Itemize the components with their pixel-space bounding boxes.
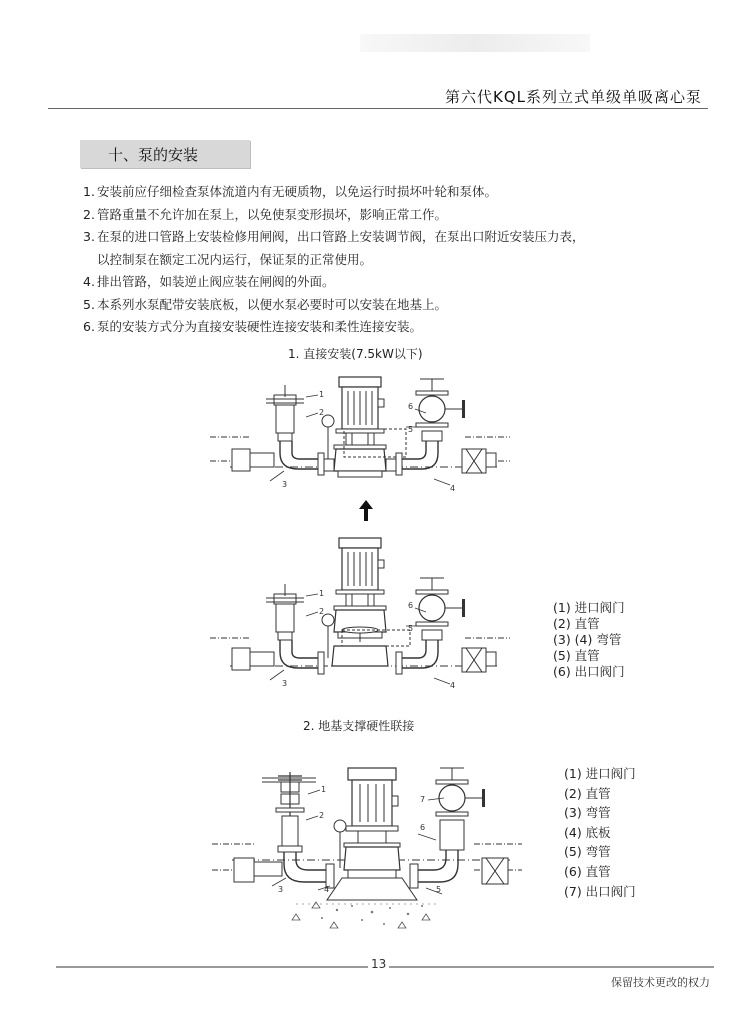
svg-text:3: 3: [282, 480, 288, 489]
instruction-continuation: 以控制泵在额定工况内运行，保证泵的正常使用。: [97, 251, 373, 267]
svg-text:3: 3: [282, 679, 288, 688]
instruction-item: 1. 安装前应仔细检查泵体流道内有无硬质物，以免运行时损坏叶轮和泵体。: [83, 184, 498, 199]
figure2-legend: [564, 764, 636, 901]
legend-item: (2) 直管: [564, 785, 611, 801]
svg-text:7: 7: [420, 795, 426, 804]
legend-item: (7) 出口阀门: [564, 883, 636, 899]
legend-item: (1) 进口阀门: [564, 766, 636, 781]
svg-text:4: 4: [450, 681, 456, 690]
svg-text:5: 5: [436, 885, 442, 894]
svg-text:5: 5: [408, 624, 414, 633]
page-header-title: 第六代KQL系列立式单级单吸离心泵: [444, 88, 702, 106]
svg-text:1: 1: [321, 785, 327, 794]
svg-text:4: 4: [450, 484, 456, 493]
section-title: 十、泵的安装: [108, 146, 199, 164]
svg-text:6: 6: [408, 402, 414, 411]
legend-item: (5) 弯管: [564, 844, 611, 860]
figure2-diagram: [212, 760, 522, 942]
legend-item: (4) 底板: [564, 824, 611, 840]
instruction-item: 2. 管路重量不允许加在泵上，以免使泵变形损坏，影响正常工作。: [83, 206, 448, 222]
figure1-exploded-diagram: [210, 538, 510, 688]
legend-item: (2) 直管: [553, 616, 600, 631]
svg-text:2: 2: [319, 408, 325, 417]
legend-item: (1) 进口阀门: [553, 600, 625, 615]
figure1-assembled-piping: [210, 377, 510, 477]
arrow-up-icon: [358, 500, 374, 522]
figure1-legend: [553, 600, 625, 680]
figure1-assembled-diagram: [210, 375, 510, 500]
installation-instructions: [83, 181, 703, 339]
instruction-item: 4. 排出管路，如装逆止阀应装在闸阀的外面。: [83, 274, 335, 289]
legend-item: (5) 直管: [553, 648, 600, 663]
svg-text:5: 5: [408, 425, 414, 434]
legend-item: (6) 直管: [564, 863, 611, 879]
svg-text:3: 3: [278, 885, 284, 894]
svg-text:6: 6: [408, 601, 414, 610]
instruction-item: 5. 本系列水泵配带安装底板，以便水泵必要时可以安装在地基上。: [83, 296, 448, 312]
page-number: 13: [368, 957, 389, 971]
legend-item: (3) (4) 弯管: [553, 632, 622, 647]
svg-text:6: 6: [420, 823, 426, 832]
faint-logo-watermark: [360, 34, 590, 52]
svg-text:1: 1: [319, 390, 325, 399]
svg-text:2: 2: [319, 811, 325, 820]
figure2-caption: 2. 地基支撑硬性联接: [303, 719, 415, 733]
instruction-item: 3. 在泵的进口管路上安装检修用闸阀，出口管路上安装调节阀，在泵出口附近安装压力表，: [83, 229, 585, 244]
svg-text:4: 4: [324, 885, 330, 894]
svg-text:2: 2: [319, 607, 325, 616]
svg-text:1: 1: [319, 589, 325, 598]
figure1-caption: 1. 直接安装(7.5kW以下): [288, 347, 423, 361]
legend-item: (6) 出口阀门: [553, 664, 625, 679]
instruction-item: 6. 泵的安装方式分为直接安装硬性连接安装和柔性连接安装。: [83, 319, 423, 334]
header-rule: [48, 108, 708, 109]
legend-item: (3) 弯管: [564, 805, 611, 821]
footer-note: 保留技术更改的权力: [611, 976, 710, 989]
